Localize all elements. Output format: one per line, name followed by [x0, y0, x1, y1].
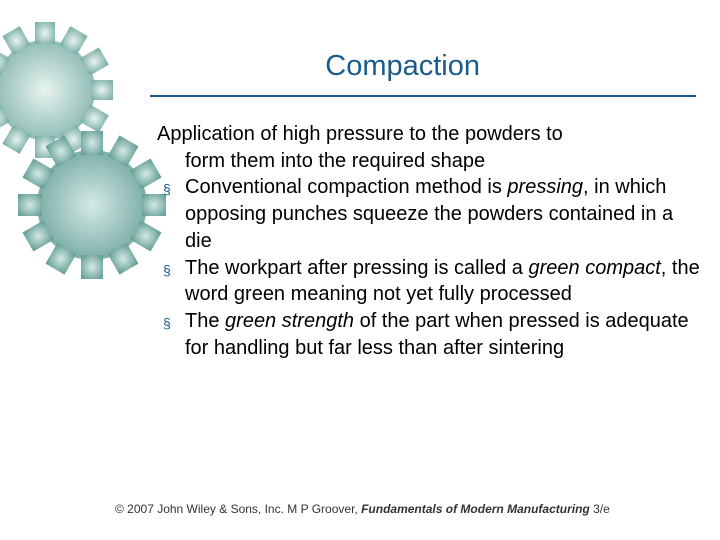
title-underline: [150, 95, 696, 97]
footer-copyright: © 2007 John Wiley & Sons, Inc. M P Groover,: [115, 502, 362, 516]
bullet-text: of the part when pressed is adequate for handling but far less than after sintering: [185, 309, 689, 359]
lead-line-1: Application of high pressure to the powders to: [157, 123, 563, 145]
lead-paragraph: [157, 121, 702, 174]
bullet-text: The: [185, 309, 226, 332]
bullet-text: The workpart after pressing is called a: [185, 256, 529, 279]
footer-edition: 3/e: [589, 502, 610, 516]
footer-book-title: Fundamentals of Modern Manufacturing: [361, 502, 590, 516]
bullet-marker: §: [163, 181, 171, 198]
bullet-text: Conventional compaction method is: [185, 176, 508, 199]
bullet-list: [157, 174, 702, 361]
list-item: [157, 255, 702, 308]
slide-title: Compaction: [325, 50, 480, 82]
bullet-emphasis: green strength: [225, 309, 355, 332]
footer-citation: [115, 502, 610, 516]
slide-body: [157, 121, 702, 361]
bullet-emphasis: pressing: [507, 176, 584, 199]
bullet-text: , the word green meaning not yet fully processed: [185, 256, 700, 306]
bullet-marker: §: [163, 261, 171, 278]
bullet-marker: §: [163, 314, 171, 331]
bullet-text: , in which opposing punches squeeze the powders contained in a die: [185, 176, 674, 252]
list-item: [157, 308, 702, 361]
list-item: [157, 174, 702, 254]
bullet-emphasis: green compact: [528, 256, 661, 279]
lead-line-2: form them into the required shape: [185, 149, 486, 172]
